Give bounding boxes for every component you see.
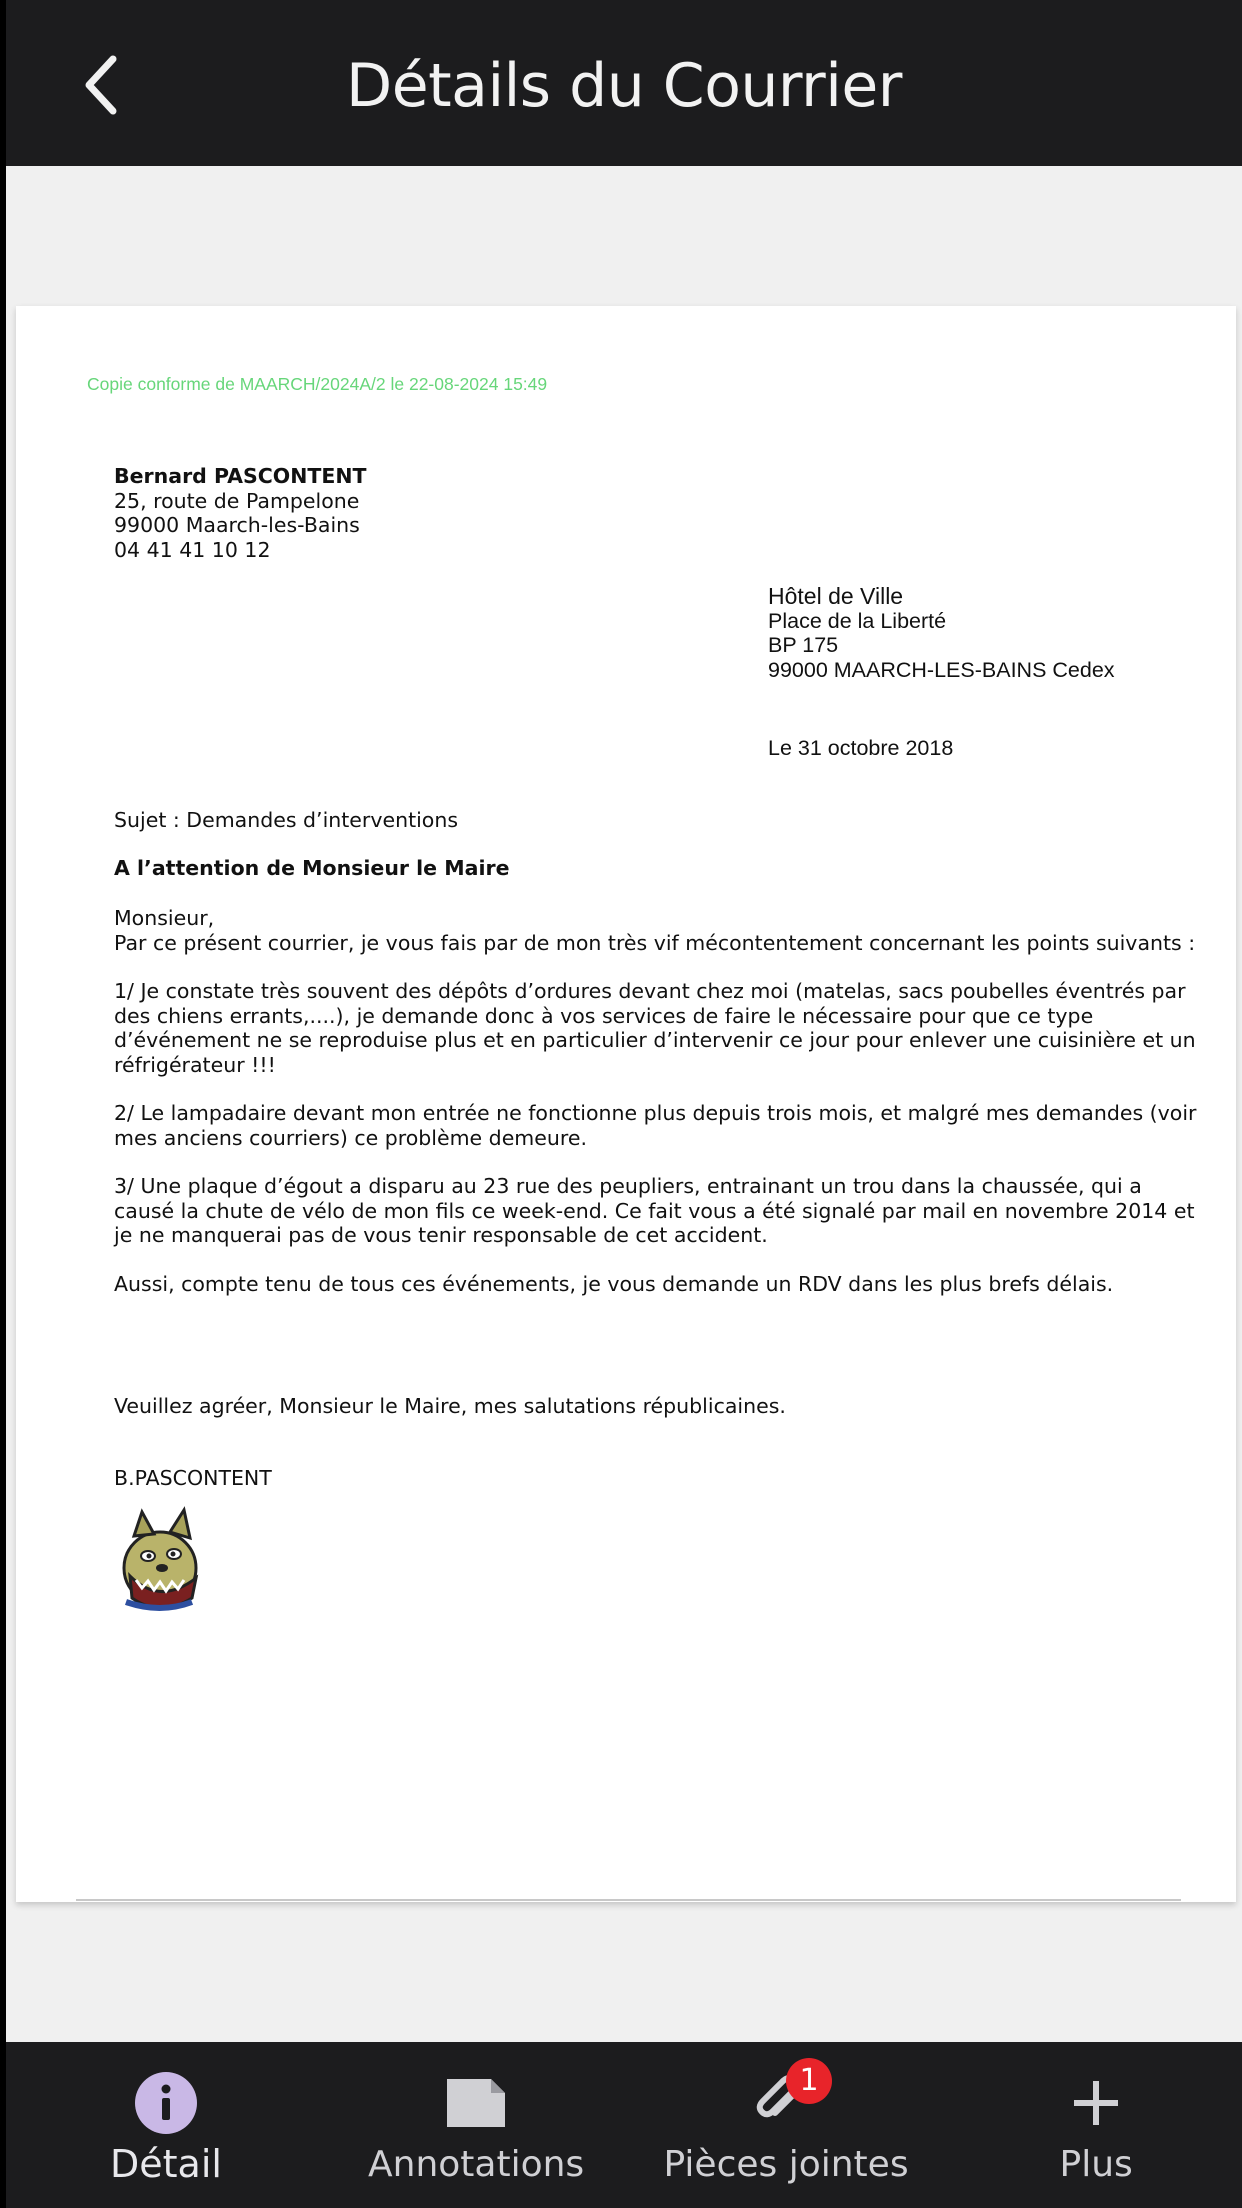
tab-detail-label: Détail <box>110 2142 222 2186</box>
recipient-line-4: 99000 MAARCH-LES-BAINS Cedex <box>768 657 1115 682</box>
sender-block <box>114 464 367 562</box>
bottom-tab-bar <box>6 2042 1242 2208</box>
attachment-icon <box>746 2063 819 2138</box>
letter-point-1: 1/ Je constate très souvent des dépôts d’ordures devant chez moi (matelas, sacs poubelles éventrés par des chiens errants,....), je demande donc à vos services de faire le nécessaire pour que ce type d’événement ne se reproduise plus et en particulier d’intervenir ce jour pour enlever une cuisinière et un réfrigérateur !!! <box>114 979 1196 1077</box>
sender-address-2: 99000 Maarch-les-Bains <box>114 513 360 537</box>
tab-annotations-label: Annotations <box>368 2144 585 2185</box>
sender-address-1: 25, route de Pampelone <box>114 488 360 513</box>
tab-attachments[interactable] <box>646 2042 926 2208</box>
sender-phone: 04 41 41 10 12 <box>114 537 271 562</box>
letter-opening <box>114 906 1204 955</box>
header-bar <box>6 0 1242 166</box>
tab-attachments-label: Pièces jointes <box>663 2144 909 2185</box>
attachments-count-badge: 1 <box>786 2058 832 2104</box>
letter-subject: Sujet : Demandes d’interventions <box>114 808 459 832</box>
letter-body <box>114 906 1204 1320</box>
page-divider <box>76 1899 1181 1901</box>
certified-copy-stamp: Copie conforme de MAARCH/2024A/2 le 22-08-2024 15:49 <box>87 374 548 394</box>
recipient-line-3: BP 175 <box>768 633 839 657</box>
dog-cartoon-signature-icon <box>112 1506 206 1618</box>
letter-document[interactable] <box>16 306 1236 1902</box>
sender-name: Bernard PASCONTENT <box>114 464 367 488</box>
recipient-line-2: Place de la Liberté <box>768 608 947 633</box>
content-area[interactable] <box>6 166 1242 2042</box>
letter-point-3: 3/ Une plaque d’égout a disparu au 23 rue des peupliers, entrainant un trou dans la chaussée, qui a causé la chute de vélo de mon fils ce week-end. Ce fait vous a été signalé par mail en novembre 2014 et je ne manquerai pas de vous tenir responsable de cet accident. <box>114 1174 1195 1247</box>
page-title: Détails du Courrier <box>346 51 902 121</box>
letter-attention: A l’attention de Monsieur le Maire <box>114 856 510 880</box>
app-screen <box>6 0 1242 2208</box>
letter-salutation: Monsieur, <box>114 906 215 930</box>
letter-point-2: 2/ Le lampadaire devant mon entrée ne fonctionne plus depuis trois mois, et malgré mes demandes (voir mes anciens courriers) ce problème demeure. <box>114 1101 1197 1150</box>
signature-name: B.PASCONTENT <box>114 1466 272 1490</box>
recipient-block <box>768 584 1115 682</box>
tab-detail[interactable] <box>66 2042 266 2208</box>
tab-annotations[interactable] <box>346 2042 606 2208</box>
plus-icon <box>1061 2068 1131 2138</box>
note-icon <box>441 2068 511 2138</box>
tab-more-label: Plus <box>1059 2144 1133 2185</box>
tab-more[interactable] <box>1006 2042 1186 2208</box>
info-circle-icon <box>131 2068 201 2138</box>
letter-closing: Veuillez agréer, Monsieur le Maire, mes salutations républicaines. <box>114 1394 786 1418</box>
recipient-line-1: Hôtel de Ville <box>768 583 904 609</box>
letter-date: Le 31 octobre 2018 <box>768 736 954 760</box>
letter-point-4: Aussi, compte tenu de tous ces événements, je vous demande un RDV dans les plus brefs délais. <box>114 1271 1114 1296</box>
letter-intro: Par ce présent courrier, je vous fais par de mon très vif mécontentement concernant les points suivants : <box>114 930 1196 955</box>
